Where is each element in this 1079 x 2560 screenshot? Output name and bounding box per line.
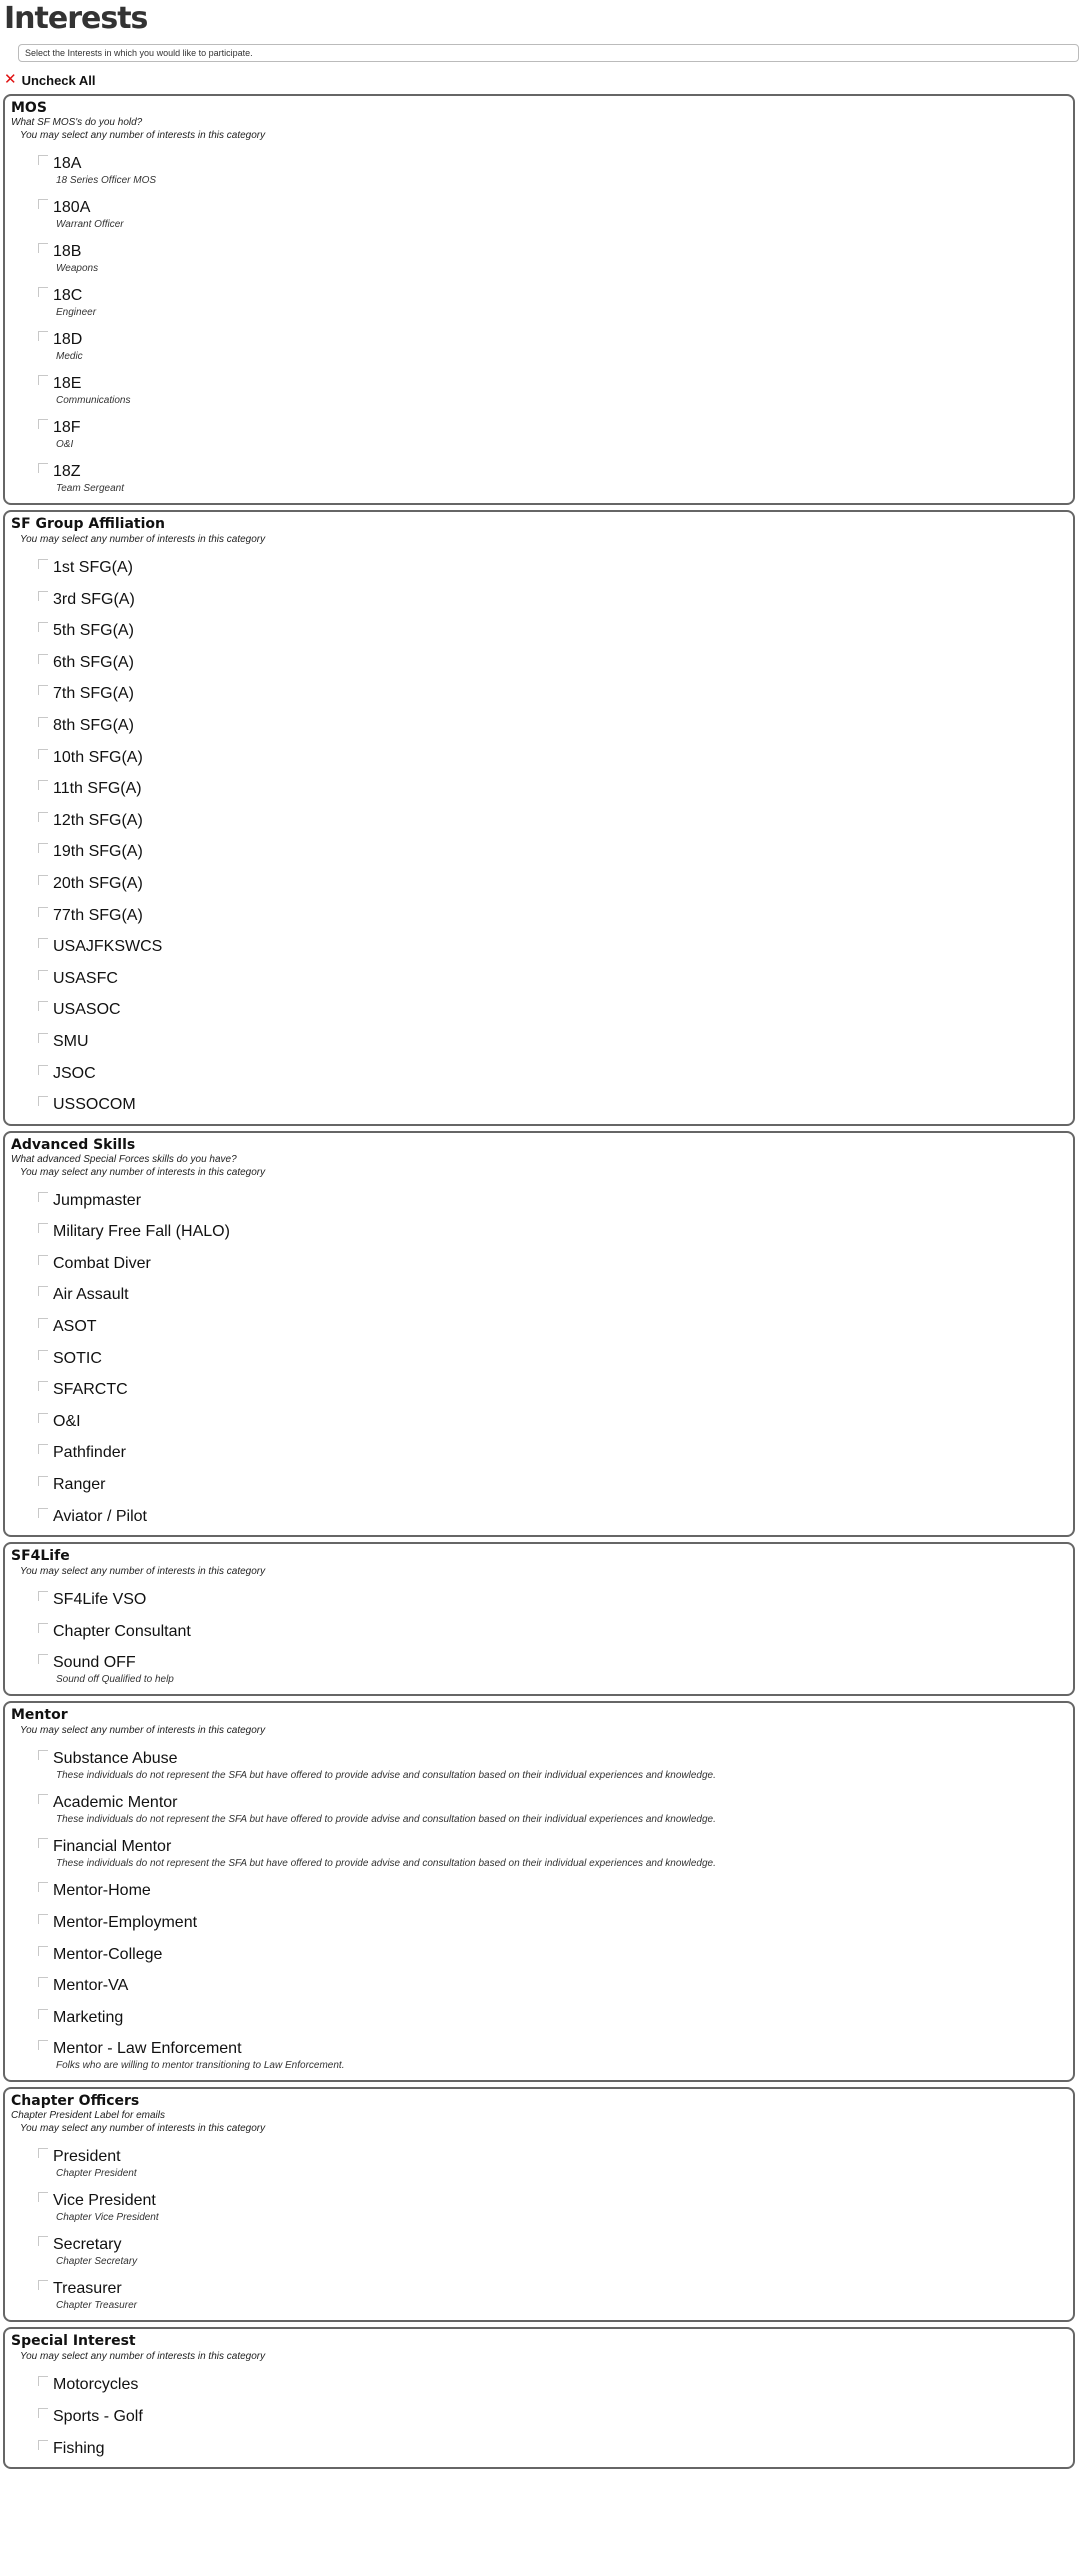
interest-option (11, 962, 1073, 994)
category-advanced-skills (3, 1131, 1075, 1538)
interest-option (11, 1615, 1073, 1647)
interest-option (11, 2001, 1073, 2033)
category-mos (3, 94, 1075, 505)
interest-option (11, 1874, 1073, 1906)
interest-option (11, 2400, 1073, 2432)
interest-label[interactable]: Substance Abuse (53, 1750, 178, 1768)
interest-option (11, 1057, 1073, 1089)
interest-checkbox[interactable] (38, 685, 48, 695)
interest-option (11, 1088, 1073, 1120)
interest-description: Communications (56, 395, 131, 406)
interest-checkbox[interactable] (38, 1946, 48, 1956)
interest-label[interactable]: USASFC (53, 969, 118, 987)
interest-checkbox[interactable] (38, 938, 48, 948)
options-list (11, 1742, 1073, 2076)
interest-option (11, 411, 1073, 455)
interest-label[interactable]: SOTIC (53, 1349, 102, 1367)
interest-checkbox[interactable] (38, 1623, 48, 1633)
category-note: You may select any number of interests in this category (20, 1566, 266, 1578)
interest-option (11, 235, 1073, 279)
interest-label[interactable]: Mentor - Law Enforcement (53, 2040, 242, 2058)
interest-checkbox[interactable] (38, 2192, 48, 2202)
interest-label[interactable]: 18E (53, 375, 82, 392)
interest-description: Folks who are willing to mentor transitioning to Law Enforcement. (56, 2060, 345, 2072)
interest-option (11, 2368, 1073, 2400)
interest-checkbox[interactable] (38, 1192, 48, 1202)
interest-option (11, 1342, 1073, 1374)
interest-label[interactable]: 11th SFG(A) (53, 780, 142, 798)
interest-description: These individuals do not represent the SFA but have offered to provide advise and consultation based on their individual experiences and knowledge. (56, 1858, 716, 1870)
interest-label[interactable]: Aviator / Pilot (53, 1507, 147, 1525)
interest-checkbox[interactable] (38, 2148, 48, 2158)
interest-checkbox[interactable] (38, 2040, 48, 2050)
category-note: You may select any number of interests in this category (20, 534, 266, 545)
interest-option (11, 367, 1073, 411)
interest-checkbox[interactable] (38, 1001, 48, 1011)
category-note: You may select any number of interests in this category (20, 2123, 266, 2135)
category-title: Chapter Officers (11, 2093, 140, 2110)
interest-label[interactable]: 18C (53, 287, 83, 304)
interest-description: Weapons (56, 263, 99, 274)
interest-option (11, 1436, 1073, 1468)
interest-checkbox[interactable] (38, 1508, 48, 1518)
interest-option (11, 1278, 1073, 1310)
interest-option (11, 323, 1073, 367)
interest-option (11, 835, 1073, 867)
interest-option (11, 2272, 1073, 2316)
interest-option (11, 191, 1073, 235)
options-list (11, 2140, 1073, 2316)
interest-label[interactable]: President (53, 2148, 121, 2166)
interest-description: Chapter Vice President (56, 2212, 159, 2224)
interest-checkbox[interactable] (38, 2236, 48, 2246)
interest-label[interactable]: Mentor-VA (53, 1977, 129, 1995)
interest-description: 18 Series Officer MOS (56, 175, 157, 186)
interest-checkbox[interactable] (38, 1654, 48, 1664)
interest-checkbox[interactable] (38, 2408, 48, 2418)
interest-option (11, 279, 1073, 323)
interest-option (11, 1646, 1073, 1690)
page-title: Interests (4, 1, 148, 36)
interest-label[interactable]: 18Z (53, 463, 81, 480)
interest-option (11, 2140, 1073, 2184)
categories-list (0, 94, 1079, 2469)
interest-option (11, 1247, 1073, 1279)
interest-checkbox[interactable] (38, 622, 48, 632)
interest-description: These individuals do not represent the SFA but have offered to provide advise and consultation based on their individual experiences and knowledge. (56, 1814, 716, 1826)
interest-option (11, 741, 1073, 773)
options-list (11, 147, 1073, 499)
interest-option (11, 1184, 1073, 1216)
interest-label[interactable]: 8th SFG(A) (53, 716, 134, 734)
interest-label[interactable]: 180A (53, 199, 91, 216)
interest-option (11, 709, 1073, 741)
interest-label[interactable]: 18B (53, 243, 82, 260)
category-special-interest (3, 2327, 1075, 2469)
interest-description: O&I (56, 439, 74, 450)
interest-option (11, 867, 1073, 899)
interest-option (11, 804, 1073, 836)
category-note: You may select any number of interests in this category (20, 1725, 266, 1737)
interest-label[interactable]: 18F (53, 419, 81, 436)
uncheck-all-button[interactable] (4, 72, 1079, 88)
interest-option (11, 1742, 1073, 1786)
interest-description: Medic (56, 351, 83, 362)
interest-checkbox[interactable] (38, 463, 48, 473)
interest-option (11, 1310, 1073, 1342)
interest-checkbox[interactable] (38, 812, 48, 822)
interest-option (11, 993, 1073, 1025)
interest-option (11, 899, 1073, 931)
interest-checkbox[interactable] (38, 199, 48, 209)
close-x-icon: ✕ (4, 71, 17, 88)
interest-checkbox[interactable] (38, 875, 48, 885)
interest-checkbox[interactable] (38, 2376, 48, 2386)
interest-option (11, 1215, 1073, 1247)
category-note: You may select any number of interests in this category (20, 2351, 266, 2363)
interest-option (11, 1786, 1073, 1830)
instruction-box: Select the Interests in which you would like to participate. (18, 44, 1079, 62)
category-question: What advanced Special Forces skills do you have? (11, 1153, 237, 1165)
interest-checkbox[interactable] (38, 1838, 48, 1848)
interest-checkbox[interactable] (38, 375, 48, 385)
interest-checkbox[interactable] (38, 1914, 48, 1924)
interest-label[interactable]: Mentor-College (53, 1945, 163, 1963)
category-title: Mentor (11, 1707, 68, 1724)
interest-option (11, 2432, 1073, 2464)
interest-checkbox[interactable] (38, 1381, 48, 1391)
interest-checkbox[interactable] (38, 717, 48, 727)
category-note: You may select any number of interests in this category (20, 130, 266, 141)
interest-description: These individuals do not represent the SFA but have offered to provide advise and consultation based on their individual experiences and knowledge. (56, 1770, 716, 1782)
interest-checkbox[interactable] (38, 1065, 48, 1075)
interest-checkbox[interactable] (38, 1882, 48, 1892)
interest-description: Warrant Officer (56, 219, 124, 230)
options-list (11, 1184, 1073, 1532)
interest-label[interactable]: 12th SFG(A) (53, 811, 143, 829)
interest-checkbox[interactable] (38, 1476, 48, 1486)
interest-label[interactable]: Chapter Consultant (53, 1622, 191, 1640)
interest-checkbox[interactable] (38, 331, 48, 341)
interest-label[interactable]: 6th SFG(A) (53, 653, 134, 671)
interest-checkbox[interactable] (38, 2009, 48, 2019)
interest-checkbox[interactable] (38, 1350, 48, 1360)
interest-label[interactable]: Combat Diver (53, 1254, 151, 1272)
interest-option (11, 2184, 1073, 2228)
interest-label[interactable]: 20th SFG(A) (53, 874, 143, 892)
category-question: Chapter President Label for emails (11, 2110, 165, 2122)
interest-description: Chapter Secretary (56, 2256, 138, 2268)
interest-option (11, 930, 1073, 962)
interest-label[interactable]: USSOCOM (53, 1096, 136, 1114)
interest-label[interactable]: 3rd SFG(A) (53, 590, 135, 608)
category-title: MOS (11, 100, 47, 116)
category-sf-group-affiliation (3, 510, 1075, 1126)
interest-option (11, 1025, 1073, 1057)
interest-description: Engineer (56, 307, 97, 318)
interest-label[interactable]: Mentor-Employment (53, 1914, 198, 1931)
interest-label[interactable]: Marketing (53, 2008, 124, 2026)
interest-label[interactable]: Sports - Golf (53, 2407, 143, 2425)
interest-option (11, 1500, 1073, 1532)
interest-label[interactable]: JSOC (53, 1064, 96, 1082)
interest-description: Chapter President (56, 2168, 137, 2180)
category-title: SF4Life (11, 1548, 70, 1565)
options-list (11, 551, 1073, 1120)
interest-checkbox[interactable] (38, 970, 48, 980)
interest-label[interactable]: 19th SFG(A) (53, 843, 143, 861)
interest-option (11, 1583, 1073, 1615)
interest-option (11, 1405, 1073, 1437)
interest-option (11, 2032, 1073, 2076)
interest-checkbox[interactable] (38, 907, 48, 917)
interest-label[interactable]: USAJFKSWCS (53, 938, 163, 956)
category-title: SF Group Affiliation (11, 516, 165, 532)
interest-checkbox[interactable] (38, 419, 48, 429)
interest-label[interactable]: Sound OFF (53, 1654, 136, 1672)
interest-option (11, 583, 1073, 615)
interest-option (11, 646, 1073, 678)
interest-label[interactable]: 1st SFG(A) (53, 559, 134, 576)
interest-label[interactable]: Military Free Fall (HALO) (53, 1223, 230, 1241)
interest-option (11, 772, 1073, 804)
interest-checkbox[interactable] (38, 1033, 48, 1043)
options-list (11, 1583, 1073, 1690)
category-mentor (3, 1701, 1075, 2082)
interest-checkbox[interactable] (38, 1255, 48, 1265)
interest-checkbox[interactable] (38, 2440, 48, 2450)
interest-label[interactable]: Secretary (53, 2236, 122, 2254)
interest-checkbox[interactable] (38, 1223, 48, 1233)
interest-checkbox[interactable] (38, 155, 48, 165)
interest-label[interactable]: SMU (53, 1032, 89, 1050)
interest-checkbox[interactable] (38, 2280, 48, 2290)
category-chapter-officers (3, 2087, 1075, 2322)
interest-option (11, 2228, 1073, 2272)
interest-checkbox[interactable] (38, 780, 48, 790)
interest-label[interactable]: 18A (53, 155, 82, 172)
interest-label[interactable]: Vice President (53, 2192, 156, 2210)
interest-description: Sound off Qualified to help (56, 1674, 174, 1686)
interest-label[interactable]: Financial Mentor (53, 1838, 172, 1856)
interest-checkbox[interactable] (38, 843, 48, 853)
interest-checkbox[interactable] (38, 591, 48, 601)
interest-description: Team Sergeant (56, 483, 125, 494)
category-sf4life (3, 1542, 1075, 1696)
interest-label[interactable]: Academic Mentor (53, 1794, 178, 1812)
interest-label[interactable]: ASOT (53, 1318, 97, 1336)
interest-checkbox[interactable] (38, 1413, 48, 1423)
interest-option (11, 1373, 1073, 1405)
interest-label[interactable]: Air Assault (53, 1286, 129, 1304)
category-title: Advanced Skills (11, 1136, 136, 1153)
interest-checkbox[interactable] (38, 654, 48, 664)
interest-option (11, 614, 1073, 646)
interest-checkbox[interactable] (38, 1096, 48, 1106)
interest-checkbox[interactable] (38, 1977, 48, 1987)
interest-label[interactable]: 7th SFG(A) (53, 685, 134, 703)
interest-checkbox[interactable] (38, 559, 48, 569)
interest-label[interactable]: Ranger (53, 1476, 106, 1494)
interest-option (11, 1830, 1073, 1874)
category-note: You may select any number of interests in this category (20, 1166, 266, 1178)
interest-label[interactable]: USASOC (53, 1001, 121, 1019)
interest-label[interactable]: O&I (53, 1412, 81, 1430)
interest-option (11, 551, 1073, 583)
options-list (11, 2368, 1073, 2463)
uncheck-all-label: Uncheck All (21, 72, 96, 88)
interest-label[interactable]: 77th SFG(A) (53, 906, 143, 924)
interest-option (11, 147, 1073, 191)
interest-checkbox[interactable] (38, 1318, 48, 1328)
interest-label[interactable]: Treasurer (53, 2280, 122, 2298)
interest-checkbox[interactable] (38, 1750, 48, 1760)
interest-option (11, 1969, 1073, 2001)
interest-label[interactable]: SFARCTC (53, 1381, 128, 1399)
interest-option (11, 677, 1073, 709)
interest-description: Chapter Treasurer (56, 2300, 137, 2312)
interest-label[interactable]: Motorcycles (53, 2376, 139, 2394)
interest-checkbox[interactable] (38, 1794, 48, 1804)
interest-checkbox[interactable] (38, 749, 48, 759)
interest-label[interactable]: SF4Life VSO (53, 1591, 147, 1609)
interest-label[interactable]: 18D (53, 331, 83, 348)
interest-option (11, 455, 1073, 499)
interest-checkbox[interactable] (38, 1286, 48, 1296)
interest-checkbox[interactable] (38, 1444, 48, 1454)
interest-option (11, 1938, 1073, 1970)
interest-option (11, 1906, 1073, 1938)
interest-checkbox[interactable] (38, 287, 48, 297)
interest-checkbox[interactable] (38, 1591, 48, 1601)
interest-checkbox[interactable] (38, 243, 48, 253)
interest-label[interactable]: Fishing (53, 2439, 105, 2457)
interest-label[interactable]: Mentor-Home (53, 1882, 151, 1900)
category-title: Special Interest (11, 2333, 136, 2350)
interest-label[interactable]: Jumpmaster (53, 1191, 142, 1209)
category-question: What SF MOS's do you hold? (11, 117, 143, 128)
interest-option (11, 1468, 1073, 1500)
interest-label[interactable]: Pathfinder (53, 1444, 126, 1462)
interest-label[interactable]: 10th SFG(A) (53, 748, 143, 766)
interest-label[interactable]: 5th SFG(A) (53, 622, 134, 640)
